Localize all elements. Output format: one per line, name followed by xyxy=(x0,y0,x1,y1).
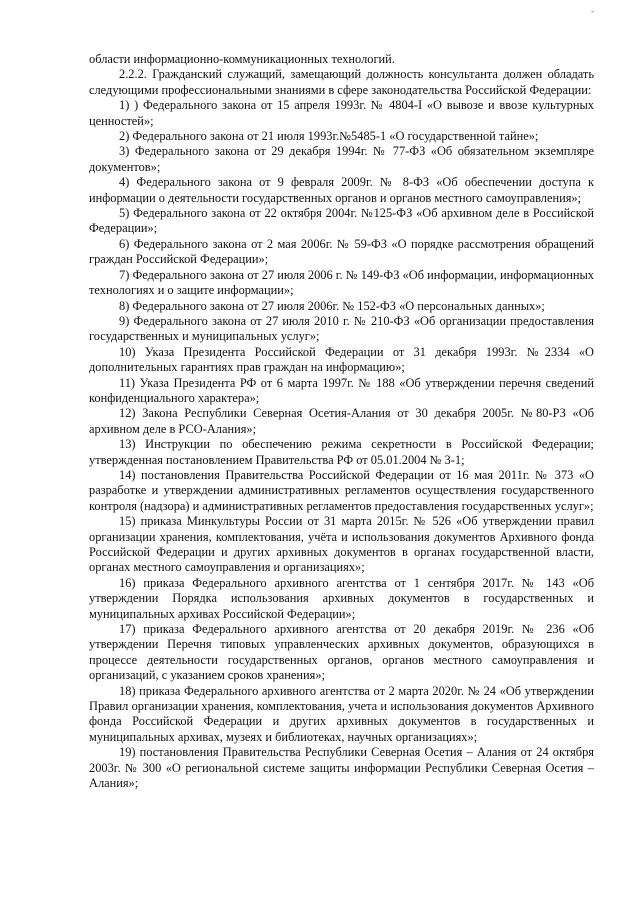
law-item: 6) Федерального закона от 2 мая 2006г. № 59-ФЗ «О порядке рассмотрения обращений граждан Российской Федерации»; xyxy=(89,236,594,267)
law-item: 3) Федерального закона от 29 декабря 1994г. № 77-ФЗ «Об обязательном экземпляре документов»; xyxy=(89,144,594,174)
law-list xyxy=(89,98,594,791)
law-item: 19) постановления Правительства Республики Северная Осетия – Алания от 24 октября 2003г. № 300 «О региональной системе защиты информации Республики Северная Осетия – Алания»; xyxy=(89,745,594,791)
law-item: 1) ) Федерального закона от 15 апреля 1993г. № 4804-I «О вывозе и ввозе культурных ценностей»; xyxy=(89,98,594,128)
page-mark: - xyxy=(591,6,594,16)
law-item: 4) Федерального закона от 9 февраля 2009г. № 8-ФЗ «Об обеспечении доступа к информации о деятельности государственных органов и органов местного самоуправления»; xyxy=(89,175,594,205)
law-item: 9) Федерального закона от 27 июля 2010 г. № 210-ФЗ «Об организации предоставления государственных и муниципальных услуг»; xyxy=(89,313,594,344)
law-item: 16) приказа Федерального архивного агентства от 1 сентября 2017г. № 143 «Об утверждении Порядка использования архивных документов в государственных и муниципальных архивах Российской Федерации»; xyxy=(89,575,594,621)
law-item: 14) постановления Правительства Российской Федерации от 16 мая 2011г. № 373 «О разработке и утверждении административных регламентов осуществления государственного контроля (надзора) и административных регламентов предоставления государственных услуг»; xyxy=(89,467,594,513)
document-body xyxy=(89,52,594,792)
law-item: 2) Федерального закона от 21 июля 1993г.№5485-1 «О государственной тайне»; xyxy=(119,129,539,144)
section-intro: 2.2.2. Гражданский служащий, замещающий должность консультанта должен обладать следующими профессиональными знаниями в сфере законодательства Российской Федерации: xyxy=(89,67,594,97)
law-item: 17) приказа Федерального архивного агентства от 20 декабря 2019г. № 236 «Об утверждении Перечня типовых управленческих архивных документов, образующихся в процессе деятельности государственных органов, органов местного самоуправления и организаций, с указанием сроков хранения»; xyxy=(89,622,594,683)
law-item: 5) Федерального закона от 22 октября 2004г. №125-ФЗ «Об архивном деле в Российской Федерации»; xyxy=(89,206,594,236)
law-item: 15) приказа Минкультуры России от 31 марта 2015г. № 526 «Об утверждении правил организации хранения, комплектования, учёта и использования документов Архивного фонда Российской Федерации и других архивных документов в органах государственной власти, органах местного самоуправления и организациях»; xyxy=(89,514,594,575)
law-item: 18) приказа Федерального архивного агентства от 2 марта 2020г. № 24 «Об утверждении Правил организации хранения, комплектования, учета и использования документов Архивного фонда Российской Федерации и других архивных документов в государственных и муниципальных архивах, музеях и библиотеках, научных организациях»; xyxy=(89,683,594,744)
law-item: 12) Закона Республики Северная Осетия-Алания от 30 декабря 2005г. №80-РЗ «Об архивном деле в РСО-Алания»; xyxy=(89,406,594,436)
law-item: 10) Указа Президента Российской Федерации от 31 декабря 1993г. №2334 «О дополнительных гарантиях прав граждан на информацию»; xyxy=(89,344,594,375)
law-item: 7) Федерального закона от 27 июля 2006 г. № 149-ФЗ «Об информации, информационных технологиях и о защите информации»; xyxy=(89,267,594,298)
law-item: 11) Указа Президента РФ от 6 марта 1997г. № 188 «Об утверждении перечня сведений конфиденциального характера»; xyxy=(89,375,594,405)
law-item: 8) Федерального закона от 27 июля 2006г. № 152-ФЗ «О персональных данных»; xyxy=(119,298,545,313)
header-line: области информационно-коммуникационных технологий. xyxy=(89,52,395,66)
law-item: 13) Инструкции по обеспечению режима секретности в Российской Федерации; утвержденная постановлением Правительства РФ от 05.01.2004 № 3-1; xyxy=(89,437,594,467)
